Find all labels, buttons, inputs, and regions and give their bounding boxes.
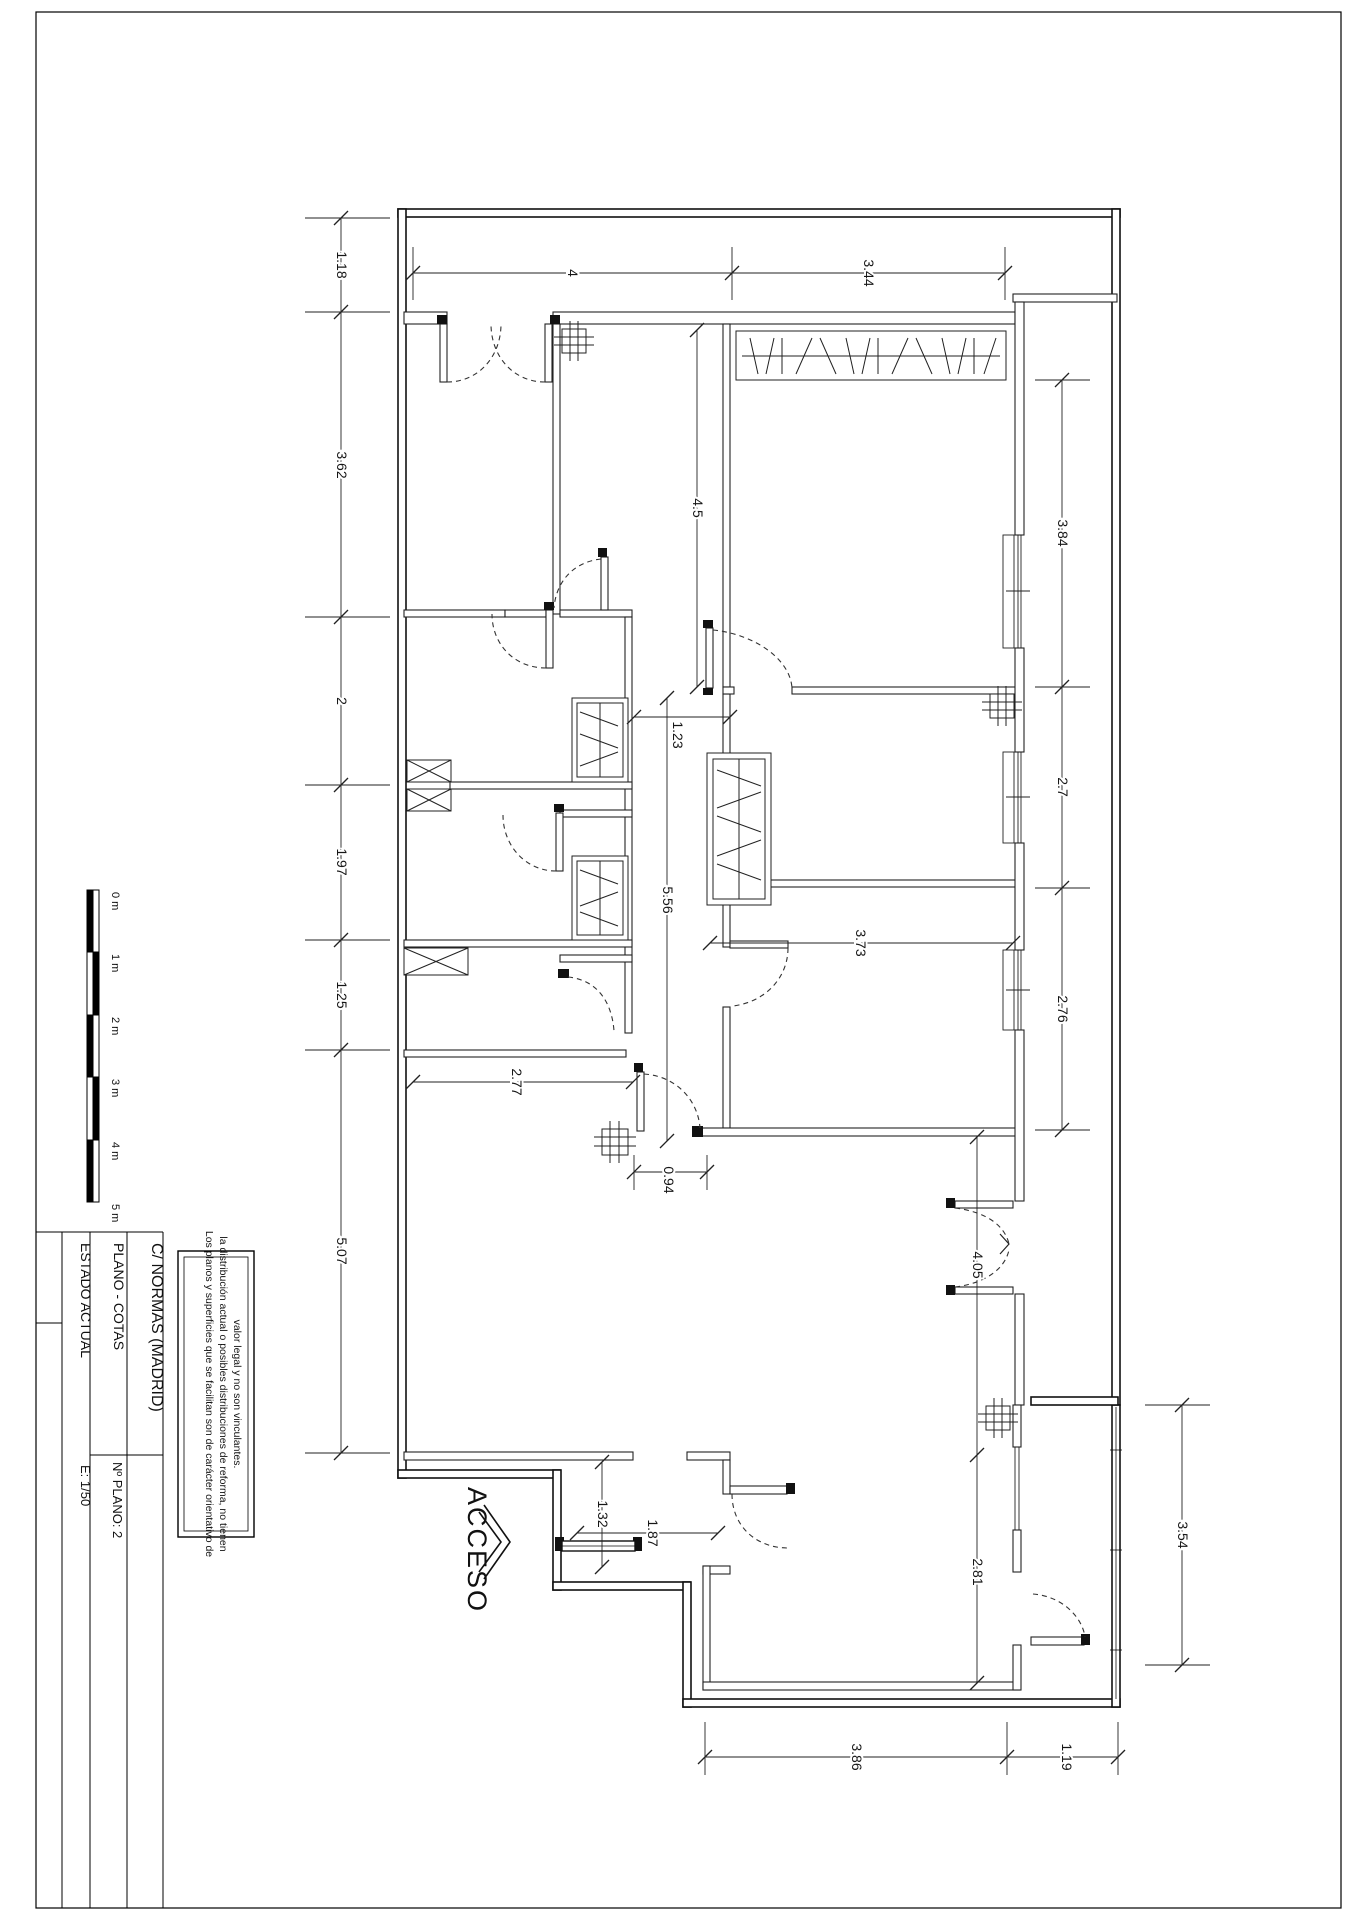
title-block [36, 1232, 163, 1908]
window-salon-galeria [1015, 1447, 1019, 1530]
dim-label: 2 [334, 697, 350, 705]
dim-label: 3.62 [334, 451, 350, 479]
scale-label: 5 m [109, 1204, 121, 1223]
scale-bar-labels [109, 892, 121, 1222]
door-jambs [437, 315, 1090, 1645]
wardrobe-bedroom2 [707, 753, 771, 905]
dim-label: 3.44 [861, 259, 877, 287]
dim-label: 1.32 [595, 1500, 611, 1528]
dim-label: 1.87 [645, 1519, 661, 1547]
dim-label: 4 [565, 269, 581, 277]
disclaimer-line: Los planos y superficies que se facilitan son de carácter orientativo de [203, 1230, 215, 1558]
dim-label: 5.07 [334, 1237, 350, 1265]
dim-label: 2.77 [509, 1068, 525, 1096]
double-door-arrow [1000, 1234, 1009, 1254]
doors [437, 315, 1090, 1645]
fixture-bath1 [572, 698, 628, 782]
dim-label: 2.81 [970, 1558, 986, 1586]
wardrobe-top [736, 331, 1006, 380]
plan-number: Nº PLANO: 2 [110, 1462, 125, 1539]
window-bedroom1 [1003, 535, 1030, 648]
window-bedroom3 [1003, 950, 1030, 1030]
scale-label: 0 m [109, 892, 121, 911]
dim-label: 5.56 [660, 886, 676, 914]
window-bedroom2 [1003, 752, 1030, 843]
dim-label: 2.76 [1055, 995, 1071, 1023]
access-marker [462, 1487, 510, 1613]
dim-label: 1.18 [334, 251, 350, 279]
dim-label: 3.86 [849, 1743, 865, 1771]
plan-state: ESTADO ACTUAL [78, 1243, 94, 1358]
plan-type: PLANO - COTAS [111, 1243, 127, 1351]
dim-label: 3.73 [853, 929, 869, 957]
disclaimer-line: valor legal y no son vinculantes. [231, 1319, 243, 1469]
project-title: C/ NORMAS (MADRID) [148, 1243, 165, 1412]
dim-label: 0.94 [661, 1166, 677, 1194]
scale-label: 1 m [109, 954, 121, 973]
dim-label: 4.05 [970, 1251, 986, 1279]
disclaimer-box [178, 1231, 254, 1557]
scale-label: 3 m [109, 1079, 121, 1098]
plan-scale: E: 1/50 [78, 1465, 93, 1507]
dim-label: 2.7 [1055, 777, 1071, 797]
dim-label: 3.84 [1055, 519, 1071, 547]
door-swing-arcs [447, 324, 1085, 1637]
scale-label: 2 m [109, 1017, 121, 1036]
dim-label: 3.54 [1175, 1521, 1191, 1549]
grid-column-salon [978, 1398, 1018, 1438]
dim-label: 1.23 [670, 721, 686, 749]
grid-column-vestibule [594, 1121, 636, 1163]
disclaimer-line: la distribución actual o posibles distribuciones de reforma, no tienen [217, 1236, 229, 1552]
scale-bar [87, 890, 99, 1202]
dim-label: 4.5 [690, 498, 706, 518]
entry-door [562, 1541, 635, 1551]
dim-label: 1.97 [334, 848, 350, 876]
dim-label: 1.25 [334, 981, 350, 1009]
access-label: ACCESO [462, 1487, 492, 1614]
title-block-text [78, 1243, 165, 1538]
left-chain-ext [305, 218, 390, 1453]
scale-label: 4 m [109, 1142, 121, 1161]
fixture-bath2 [572, 856, 628, 940]
dim-label: 1.19 [1059, 1743, 1075, 1771]
